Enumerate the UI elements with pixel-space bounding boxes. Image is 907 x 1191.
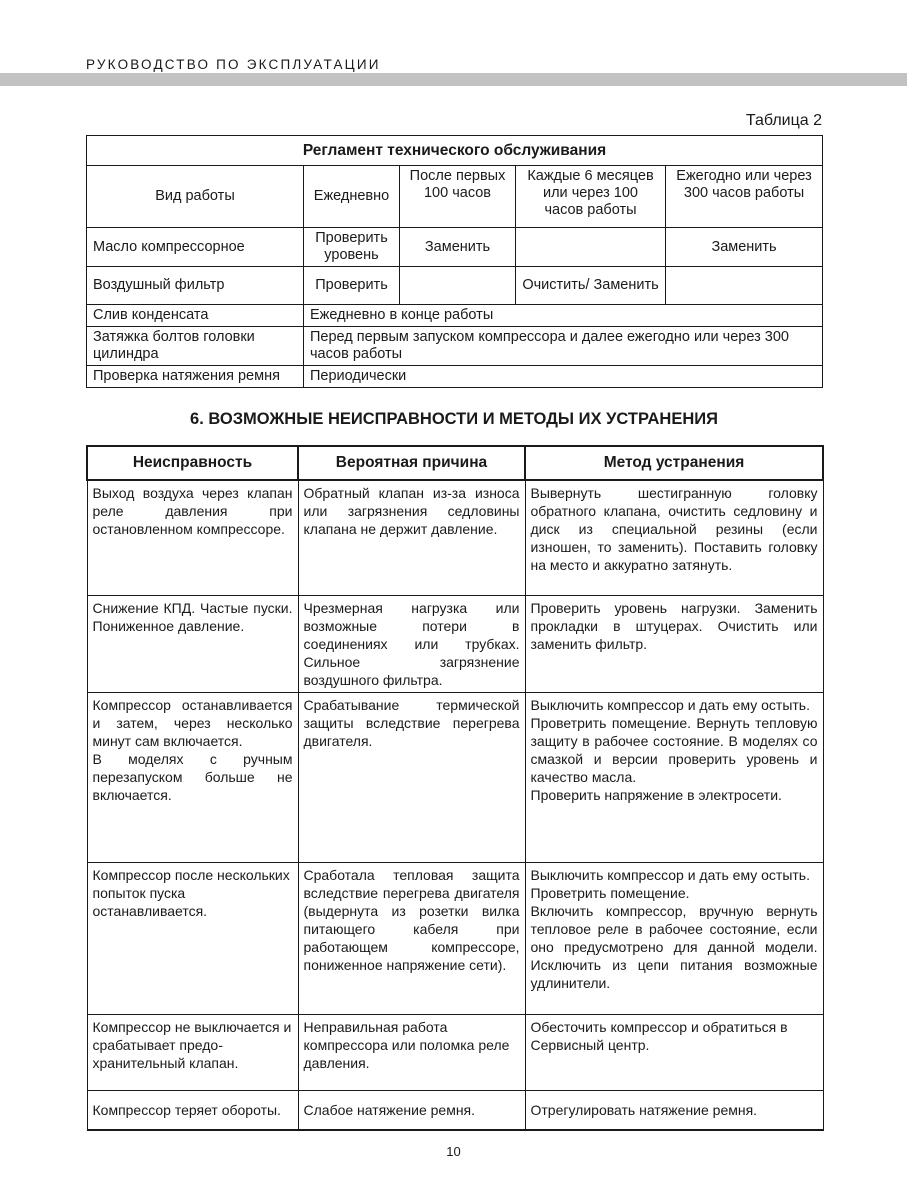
remedy-cell: Проверить уровень нагрузки. Заменить прокладки в штуцерах. Очистить или заменить фильтр.	[525, 595, 823, 692]
fault-cell: Выход воздуха через клапан реле давления при остановленном компрессоре.	[87, 480, 298, 595]
column-header: Вероятная причина	[298, 446, 525, 480]
table-cell: Заменить	[666, 228, 823, 267]
table-row	[87, 267, 823, 305]
cause-cell: Неправильная работа компрессора или поломка реле давления.	[298, 1014, 525, 1090]
table-cell: Масло компрессорное	[87, 228, 304, 267]
table-row	[87, 366, 823, 388]
column-header: Неисправность	[87, 446, 298, 480]
fault-cell: Компрессор теряет обороты.	[87, 1090, 298, 1130]
table-cell	[516, 228, 666, 267]
cause-cell: Чрезмерная нагрузка или возможные потери в соединениях или трубках. Сильное загрязнение воздушного фильтра.	[298, 595, 525, 692]
remedy-cell: Выключить компрессор и дать ему остыть. Проветрить помещение. Вернуть тепловую защиту в рабочее состояние. В моделях со смазкой и версии проверить уровень и качество масла. Проверить напряжение в электросети.	[525, 692, 823, 862]
table-cell	[666, 267, 823, 305]
column-header: Ежедневно	[304, 166, 400, 228]
cause-cell: Срабатывание термической защиты вследствие перегрева двигателя.	[298, 692, 525, 862]
table-cell: Проверить	[304, 267, 400, 305]
table-row	[87, 1014, 823, 1090]
remedy-cell: Вывернуть шестигранную головку обратного клапана, очистить седловину и диск из специальной резины (если изношен, то заменить). Поставить головку на место и аккуратно затянуть.	[525, 480, 823, 595]
column-header: Ежегодно или через 300 часов работы	[666, 166, 823, 228]
table-row	[87, 1090, 823, 1130]
column-header: Метод устранения	[525, 446, 823, 480]
table-row	[87, 480, 823, 595]
section-title: 6. ВОЗМОЖНЫЕ НЕИСПРАВНОСТИ И МЕТОДЫ ИХ УСТРАНЕНИЯ	[190, 410, 718, 428]
table-row	[87, 327, 823, 366]
table-cell: Перед первым запуском компрессора и далее ежегодно или через 300 часов работы	[304, 327, 823, 366]
cause-cell: Слабое натяжение ремня.	[298, 1090, 525, 1130]
maintenance-table	[86, 135, 823, 388]
remedy-cell: Выключить компрессор и дать ему остыть. Проветрить помещение. Включить компрессор, вручную вернуть тепловое реле в рабочее состояние, если оно предусмотрено для данной модели. Исключить из цепи питания возможные удлинители.	[525, 862, 823, 1014]
column-header: Каждые 6 месяцев или через 100 часов работы	[516, 166, 666, 228]
fault-cell: Компрессор не выключается и срабатывает предо-хранительный клапан.	[87, 1014, 298, 1090]
table-cell: Проверка натяжения ремня	[87, 366, 304, 388]
remedy-cell: Отрегулировать натяжение ремня.	[525, 1090, 823, 1130]
table-row	[87, 305, 823, 327]
table-row	[87, 595, 823, 692]
table-cell: Ежедневно в конце работы	[304, 305, 823, 327]
cause-cell: Сработала тепловая защита вследствие перегрева двигателя (выдернута из розетки вилка питающего кабеля при работающем компрессоре, пониженное напряжение сети).	[298, 862, 525, 1014]
table-row	[87, 228, 823, 267]
page-number: 10	[446, 1144, 461, 1159]
table-cell: Проверить уровень	[304, 228, 400, 267]
fault-cell: Компрессор после нескольких попыток пуска останавливается.	[87, 862, 298, 1014]
table-cell: Очистить/ Заменить	[516, 267, 666, 305]
maintenance-table-title: Регламент технического обслуживания	[87, 136, 823, 166]
fault-cell: Компрессор останавливается и затем, через несколько минут сам включается. В моделях с ручным перезапуском больше не включается.	[87, 692, 298, 862]
table-cell: Затяжка болтов головки цилиндра	[87, 327, 304, 366]
table-cell	[400, 267, 516, 305]
cause-cell: Обратный клапан из-за износа или загрязнения седловины клапана не держит давление.	[298, 480, 525, 595]
table-caption: Таблица 2	[745, 112, 822, 129]
column-header: Вид работы	[87, 166, 304, 228]
troubleshooting-table	[86, 445, 824, 1131]
table-row	[87, 862, 823, 1014]
column-header: После первых 100 часов	[400, 166, 516, 228]
running-title: РУКОВОДСТВО ПО ЭКСПЛУАТАЦИИ	[86, 57, 381, 72]
remedy-cell: Обесточить компрессор и обратиться в Сервисный центр.	[525, 1014, 823, 1090]
table-cell: Периодически	[304, 366, 823, 388]
table-cell: Заменить	[400, 228, 516, 267]
table-cell: Воздушный фильтр	[87, 267, 304, 305]
header-band	[0, 73, 907, 86]
table-row	[87, 692, 823, 862]
table-cell: Слив конденсата	[87, 305, 304, 327]
fault-cell: Снижение КПД. Частые пуски. Пониженное давление.	[87, 595, 298, 692]
